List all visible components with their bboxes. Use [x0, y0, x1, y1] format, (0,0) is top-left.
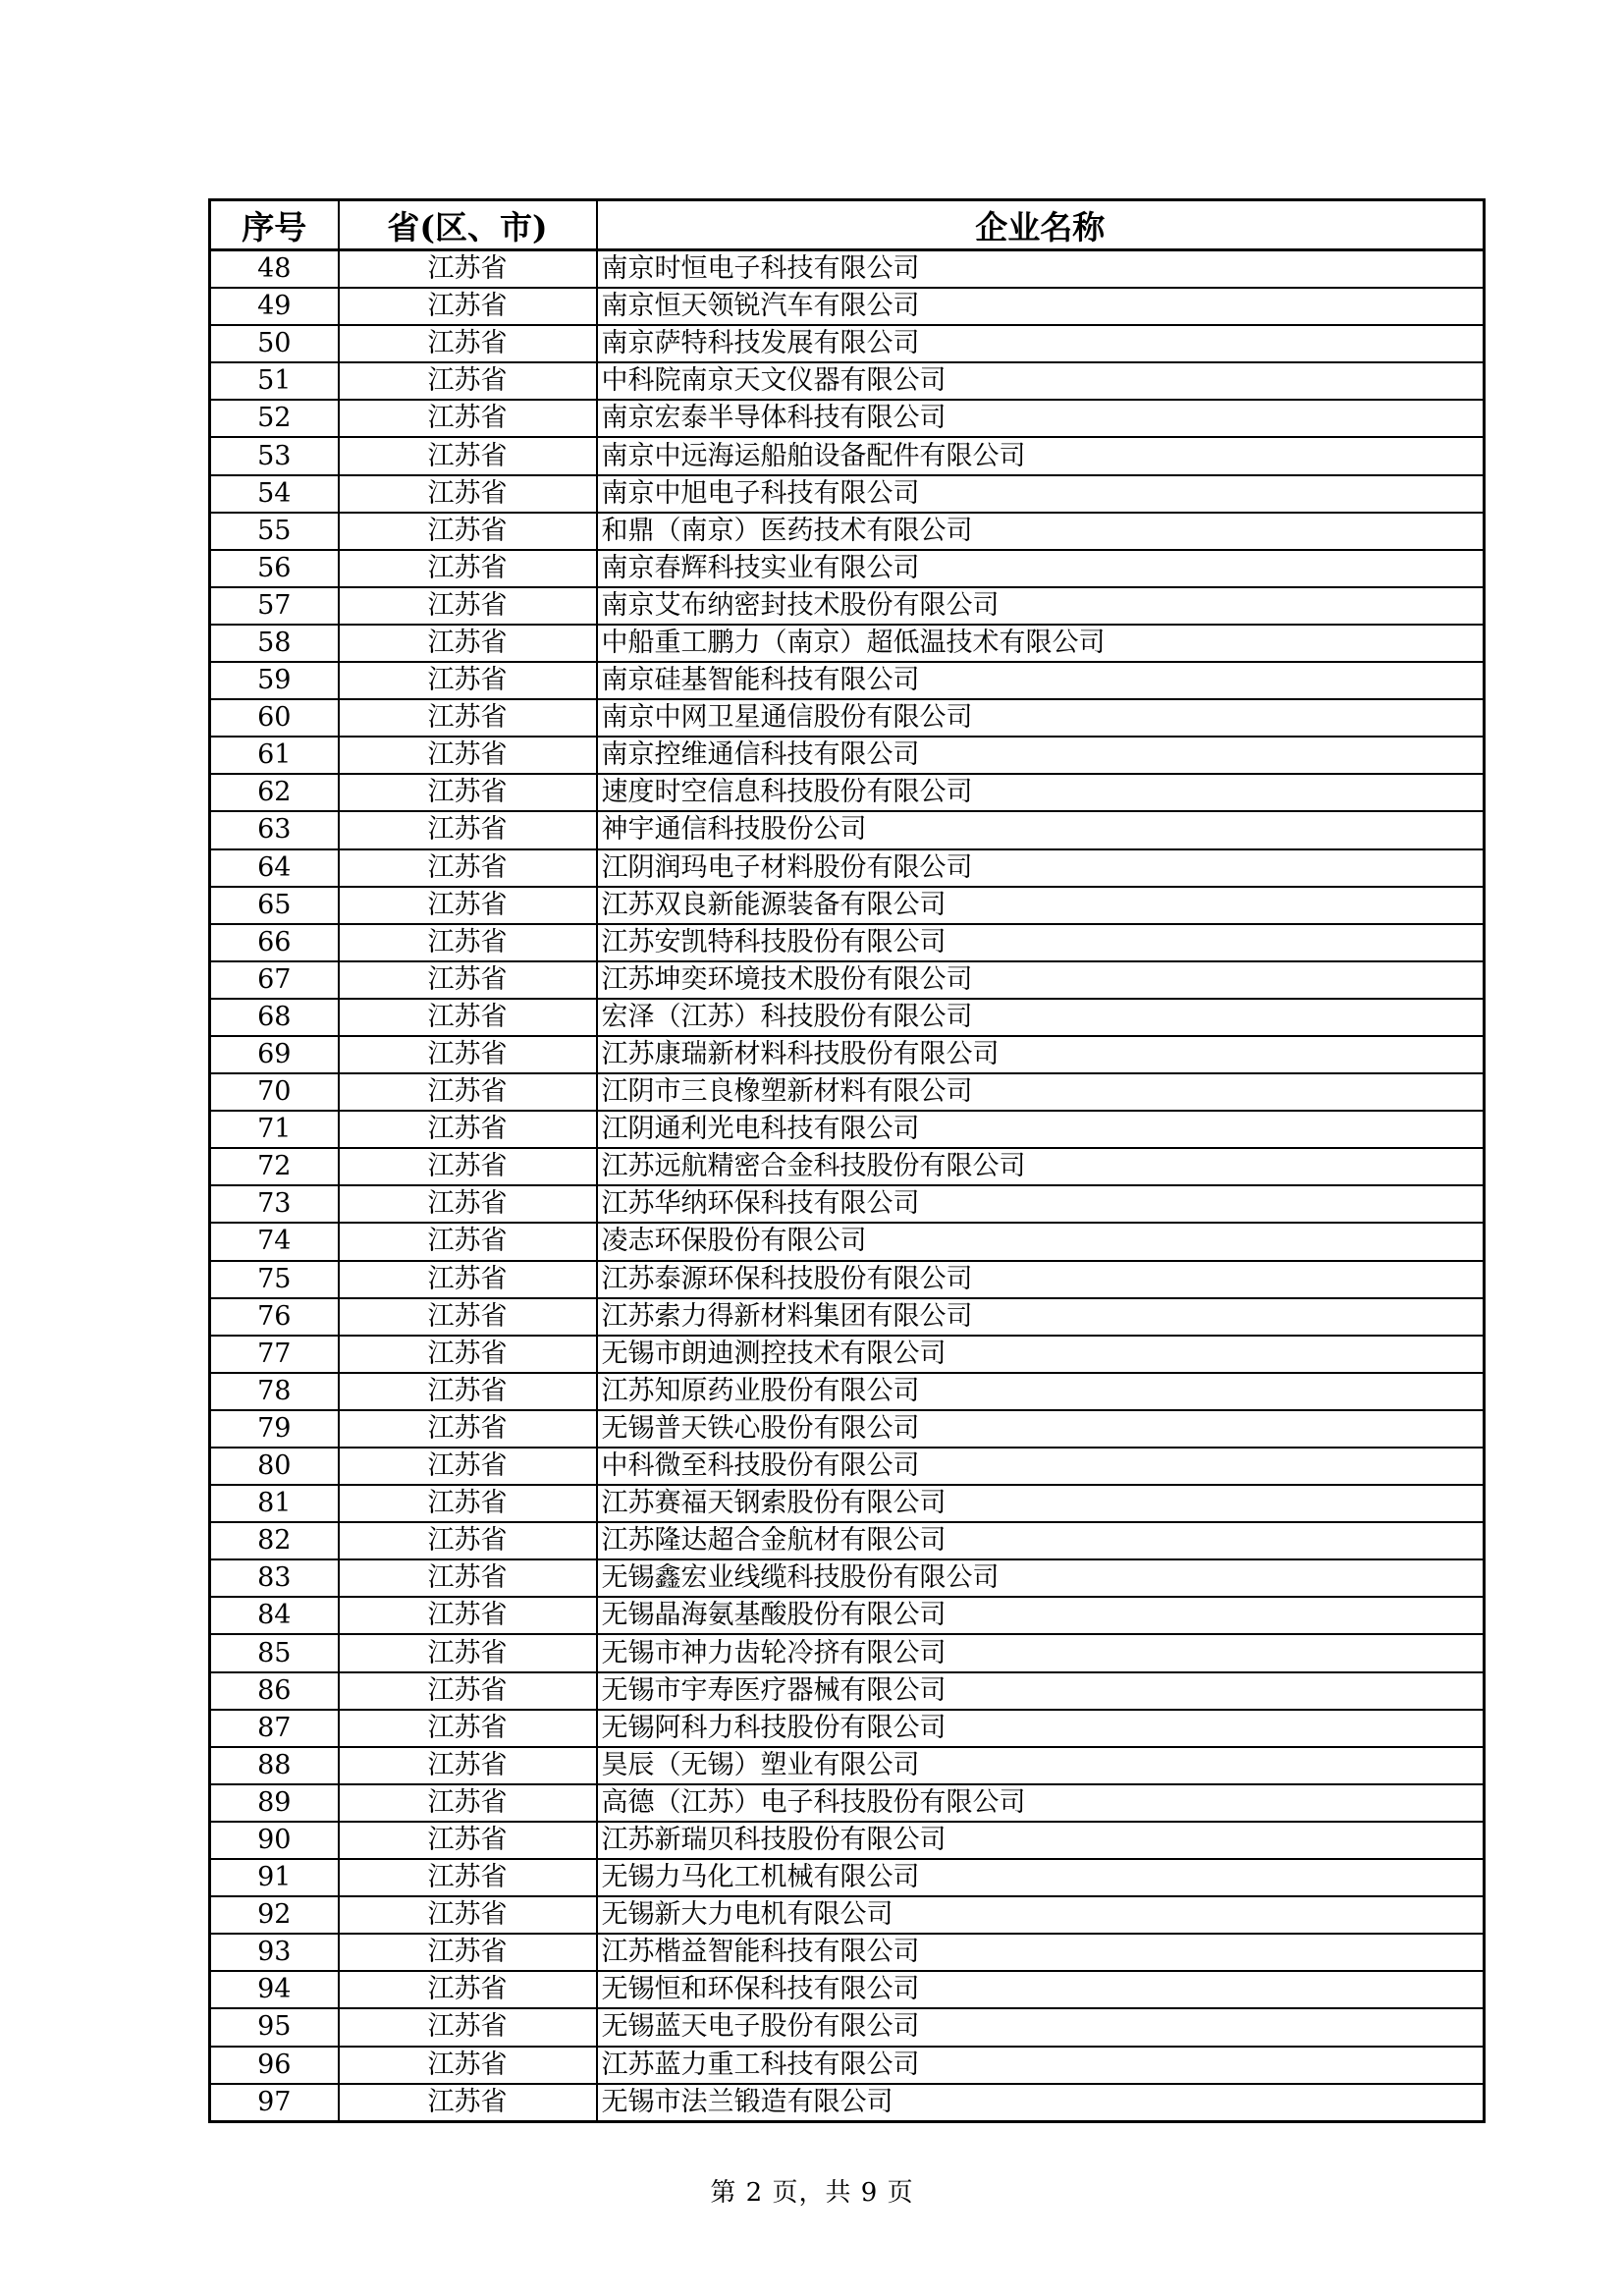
header-serial-number: 序号 — [210, 200, 339, 250]
row-enterprise-name: 南京萨特科技发展有限公司 — [597, 325, 1485, 362]
row-province: 江苏省 — [339, 1784, 597, 1822]
row-serial-number: 67 — [210, 961, 339, 999]
row-province: 江苏省 — [339, 1672, 597, 1710]
table-row — [210, 1261, 1485, 1298]
row-province: 江苏省 — [339, 662, 597, 699]
table-row — [210, 1111, 1485, 1148]
row-serial-number: 68 — [210, 999, 339, 1036]
row-province: 江苏省 — [339, 1185, 597, 1223]
row-serial-number: 95 — [210, 2008, 339, 2046]
row-province: 江苏省 — [339, 2047, 597, 2084]
row-serial-number: 75 — [210, 1261, 339, 1298]
table-row — [210, 1672, 1485, 1710]
table-row — [210, 1148, 1485, 1185]
row-serial-number: 97 — [210, 2084, 339, 2122]
row-serial-number: 49 — [210, 288, 339, 325]
row-province: 江苏省 — [339, 1559, 597, 1597]
table-row — [210, 887, 1485, 924]
row-serial-number: 71 — [210, 1111, 339, 1148]
row-serial-number: 91 — [210, 1859, 339, 1896]
row-province: 江苏省 — [339, 2008, 597, 2046]
table-row — [210, 1448, 1485, 1485]
row-serial-number: 58 — [210, 625, 339, 662]
table-row — [210, 2084, 1485, 2122]
row-enterprise-name: 无锡新大力电机有限公司 — [597, 1896, 1485, 1934]
row-enterprise-name: 无锡市朗迪测控技术有限公司 — [597, 1336, 1485, 1373]
table-row — [210, 1934, 1485, 1971]
row-enterprise-name: 速度时空信息科技股份有限公司 — [597, 774, 1485, 811]
row-province: 江苏省 — [339, 587, 597, 625]
table-row — [210, 362, 1485, 400]
row-enterprise-name: 南京春辉科技实业有限公司 — [597, 550, 1485, 587]
row-province: 江苏省 — [339, 513, 597, 550]
row-province: 江苏省 — [339, 1597, 597, 1634]
table-row — [210, 1822, 1485, 1859]
row-province: 江苏省 — [339, 2084, 597, 2122]
row-province: 江苏省 — [339, 774, 597, 811]
row-serial-number: 54 — [210, 475, 339, 513]
row-province: 江苏省 — [339, 1859, 597, 1896]
table-row — [210, 2047, 1485, 2084]
row-province: 江苏省 — [339, 1036, 597, 1073]
table-row — [210, 1073, 1485, 1111]
row-enterprise-name: 江苏安凯特科技股份有限公司 — [597, 924, 1485, 961]
table-row — [210, 1896, 1485, 1934]
page-footer: 第 2 页，共 9 页 — [710, 2178, 914, 2208]
row-province: 江苏省 — [339, 1634, 597, 1671]
row-province: 江苏省 — [339, 550, 597, 587]
row-province: 江苏省 — [339, 325, 597, 362]
table-row — [210, 1410, 1485, 1448]
row-enterprise-name: 南京中网卫星通信股份有限公司 — [597, 699, 1485, 737]
row-serial-number: 82 — [210, 1522, 339, 1559]
row-enterprise-name: 和鼎（南京）医药技术有限公司 — [597, 513, 1485, 550]
table-row — [210, 999, 1485, 1036]
row-serial-number: 66 — [210, 924, 339, 961]
row-province: 江苏省 — [339, 811, 597, 848]
row-serial-number: 55 — [210, 513, 339, 550]
row-province: 江苏省 — [339, 1822, 597, 1859]
table-row — [210, 1784, 1485, 1822]
table-header-row — [210, 200, 1485, 250]
table-row — [210, 1634, 1485, 1671]
row-enterprise-name: 南京硅基智能科技有限公司 — [597, 662, 1485, 699]
row-province: 江苏省 — [339, 1485, 597, 1522]
table-row — [210, 924, 1485, 961]
row-province: 江苏省 — [339, 1373, 597, 1410]
row-enterprise-name: 江阴通利光电科技有限公司 — [597, 1111, 1485, 1148]
row-province: 江苏省 — [339, 1410, 597, 1448]
row-serial-number: 50 — [210, 325, 339, 362]
row-enterprise-name: 江苏双良新能源装备有限公司 — [597, 887, 1485, 924]
table-row — [210, 550, 1485, 587]
table-row — [210, 1559, 1485, 1597]
row-enterprise-name: 无锡市宇寿医疗器械有限公司 — [597, 1672, 1485, 1710]
row-enterprise-name: 江苏新瑞贝科技股份有限公司 — [597, 1822, 1485, 1859]
row-serial-number: 59 — [210, 662, 339, 699]
row-serial-number: 56 — [210, 550, 339, 587]
row-province: 江苏省 — [339, 288, 597, 325]
row-province: 江苏省 — [339, 1261, 597, 1298]
table-row — [210, 1859, 1485, 1896]
table-row — [210, 1373, 1485, 1410]
row-serial-number: 80 — [210, 1448, 339, 1485]
table-row — [210, 1036, 1485, 1073]
row-enterprise-name: 江苏赛福天钢索股份有限公司 — [597, 1485, 1485, 1522]
row-serial-number: 84 — [210, 1597, 339, 1634]
row-province: 江苏省 — [339, 475, 597, 513]
row-enterprise-name: 江苏知原药业股份有限公司 — [597, 1373, 1485, 1410]
row-serial-number: 90 — [210, 1822, 339, 1859]
row-enterprise-name: 南京中远海运船舶设备配件有限公司 — [597, 437, 1485, 474]
row-province: 江苏省 — [339, 1336, 597, 1373]
table-row — [210, 774, 1485, 811]
row-serial-number: 88 — [210, 1747, 339, 1784]
table-row — [210, 250, 1485, 289]
row-serial-number: 52 — [210, 400, 339, 437]
table-row — [210, 1185, 1485, 1223]
row-province: 江苏省 — [339, 1073, 597, 1111]
table-row — [210, 400, 1485, 437]
row-enterprise-name: 神宇通信科技股份公司 — [597, 811, 1485, 848]
row-serial-number: 69 — [210, 1036, 339, 1073]
row-serial-number: 83 — [210, 1559, 339, 1597]
row-enterprise-name: 无锡市法兰锻造有限公司 — [597, 2084, 1485, 2122]
row-enterprise-name: 中船重工鹏力（南京）超低温技术有限公司 — [597, 625, 1485, 662]
table-row — [210, 1522, 1485, 1559]
table-row — [210, 1747, 1485, 1784]
row-province: 江苏省 — [339, 1298, 597, 1336]
row-enterprise-name: 无锡阿科力科技股份有限公司 — [597, 1710, 1485, 1747]
table-row — [210, 961, 1485, 999]
row-enterprise-name: 南京中旭电子科技有限公司 — [597, 475, 1485, 513]
row-enterprise-name: 无锡鑫宏业线缆科技股份有限公司 — [597, 1559, 1485, 1597]
row-enterprise-name: 江苏坤奕环境技术股份有限公司 — [597, 961, 1485, 999]
row-serial-number: 85 — [210, 1634, 339, 1671]
row-enterprise-name: 南京宏泰半导体科技有限公司 — [597, 400, 1485, 437]
row-province: 江苏省 — [339, 1148, 597, 1185]
row-province: 江苏省 — [339, 887, 597, 924]
row-province: 江苏省 — [339, 1448, 597, 1485]
row-enterprise-name: 江苏华纳环保科技有限公司 — [597, 1185, 1485, 1223]
row-enterprise-name: 江苏隆达超合金航材有限公司 — [597, 1522, 1485, 1559]
table-row — [210, 475, 1485, 513]
row-province: 江苏省 — [339, 625, 597, 662]
row-province: 江苏省 — [339, 1934, 597, 1971]
row-serial-number: 86 — [210, 1672, 339, 1710]
table-row — [210, 662, 1485, 699]
row-enterprise-name: 中科院南京天文仪器有限公司 — [597, 362, 1485, 400]
row-serial-number: 94 — [210, 1971, 339, 2008]
row-serial-number: 51 — [210, 362, 339, 400]
table-row — [210, 1710, 1485, 1747]
row-serial-number: 79 — [210, 1410, 339, 1448]
row-province: 江苏省 — [339, 849, 597, 887]
row-province: 江苏省 — [339, 699, 597, 737]
row-province: 江苏省 — [339, 362, 597, 400]
row-serial-number: 73 — [210, 1185, 339, 1223]
table-row — [210, 1597, 1485, 1634]
table-row — [210, 699, 1485, 737]
row-serial-number: 81 — [210, 1485, 339, 1522]
row-serial-number: 64 — [210, 849, 339, 887]
table-row — [210, 288, 1485, 325]
row-enterprise-name: 高德（江苏）电子科技股份有限公司 — [597, 1784, 1485, 1822]
row-enterprise-name: 凌志环保股份有限公司 — [597, 1223, 1485, 1260]
row-serial-number: 63 — [210, 811, 339, 848]
row-enterprise-name: 无锡力马化工机械有限公司 — [597, 1859, 1485, 1896]
row-enterprise-name: 江苏康瑞新材料科技股份有限公司 — [597, 1036, 1485, 1073]
row-serial-number: 61 — [210, 737, 339, 774]
row-province: 江苏省 — [339, 1522, 597, 1559]
table-row — [210, 1485, 1485, 1522]
enterprise-list-table — [208, 198, 1486, 2123]
row-serial-number: 93 — [210, 1934, 339, 1971]
row-province: 江苏省 — [339, 1223, 597, 1260]
row-enterprise-name: 江阴润玛电子材料股份有限公司 — [597, 849, 1485, 887]
row-enterprise-name: 昊辰（无锡）塑业有限公司 — [597, 1747, 1485, 1784]
row-province: 江苏省 — [339, 999, 597, 1036]
row-serial-number: 96 — [210, 2047, 339, 2084]
row-province: 江苏省 — [339, 1747, 597, 1784]
row-serial-number: 60 — [210, 699, 339, 737]
table-row — [210, 1336, 1485, 1373]
table-row — [210, 1298, 1485, 1336]
row-enterprise-name: 江苏远航精密合金科技股份有限公司 — [597, 1148, 1485, 1185]
row-serial-number: 53 — [210, 437, 339, 474]
table-row — [210, 2008, 1485, 2046]
row-enterprise-name: 无锡普天铁心股份有限公司 — [597, 1410, 1485, 1448]
row-province: 江苏省 — [339, 1971, 597, 2008]
row-serial-number: 77 — [210, 1336, 339, 1373]
row-enterprise-name: 宏泽（江苏）科技股份有限公司 — [597, 999, 1485, 1036]
row-serial-number: 48 — [210, 250, 339, 289]
table-row — [210, 811, 1485, 848]
row-serial-number: 89 — [210, 1784, 339, 1822]
row-serial-number: 74 — [210, 1223, 339, 1260]
row-enterprise-name: 南京艾布纳密封技术股份有限公司 — [597, 587, 1485, 625]
row-serial-number: 65 — [210, 887, 339, 924]
table-row — [210, 737, 1485, 774]
row-serial-number: 87 — [210, 1710, 339, 1747]
header-province: 省(区、市) — [339, 200, 597, 250]
table-row — [210, 625, 1485, 662]
row-serial-number: 76 — [210, 1298, 339, 1336]
row-serial-number: 62 — [210, 774, 339, 811]
row-province: 江苏省 — [339, 400, 597, 437]
row-province: 江苏省 — [339, 924, 597, 961]
table-row — [210, 1223, 1485, 1260]
row-province: 江苏省 — [339, 1896, 597, 1934]
row-serial-number: 70 — [210, 1073, 339, 1111]
row-province: 江苏省 — [339, 1111, 597, 1148]
table-row — [210, 1971, 1485, 2008]
row-serial-number: 72 — [210, 1148, 339, 1185]
row-enterprise-name: 无锡晶海氨基酸股份有限公司 — [597, 1597, 1485, 1634]
table-row — [210, 587, 1485, 625]
row-enterprise-name: 中科微至科技股份有限公司 — [597, 1448, 1485, 1485]
row-enterprise-name: 无锡蓝天电子股份有限公司 — [597, 2008, 1485, 2046]
row-province: 江苏省 — [339, 737, 597, 774]
table-row — [210, 849, 1485, 887]
row-enterprise-name: 无锡恒和环保科技有限公司 — [597, 1971, 1485, 2008]
row-serial-number: 57 — [210, 587, 339, 625]
row-enterprise-name: 南京控维通信科技有限公司 — [597, 737, 1485, 774]
row-province: 江苏省 — [339, 961, 597, 999]
row-enterprise-name: 江苏泰源环保科技股份有限公司 — [597, 1261, 1485, 1298]
row-enterprise-name: 江阴市三良橡塑新材料有限公司 — [597, 1073, 1485, 1111]
enterprise-list-table-container — [208, 198, 1483, 2123]
row-province: 江苏省 — [339, 1710, 597, 1747]
row-province: 江苏省 — [339, 250, 597, 289]
table-body — [210, 250, 1485, 2122]
row-enterprise-name: 江苏楷益智能科技有限公司 — [597, 1934, 1485, 1971]
row-enterprise-name: 江苏索力得新材料集团有限公司 — [597, 1298, 1485, 1336]
row-enterprise-name: 江苏蓝力重工科技有限公司 — [597, 2047, 1485, 2084]
row-serial-number: 78 — [210, 1373, 339, 1410]
row-enterprise-name: 南京恒天领锐汽车有限公司 — [597, 288, 1485, 325]
row-serial-number: 92 — [210, 1896, 339, 1934]
header-enterprise-name: 企业名称 — [597, 200, 1485, 250]
table-row — [210, 513, 1485, 550]
table-row — [210, 437, 1485, 474]
row-enterprise-name: 南京时恒电子科技有限公司 — [597, 250, 1485, 289]
row-province: 江苏省 — [339, 437, 597, 474]
table-row — [210, 325, 1485, 362]
row-enterprise-name: 无锡市神力齿轮冷挤有限公司 — [597, 1634, 1485, 1671]
